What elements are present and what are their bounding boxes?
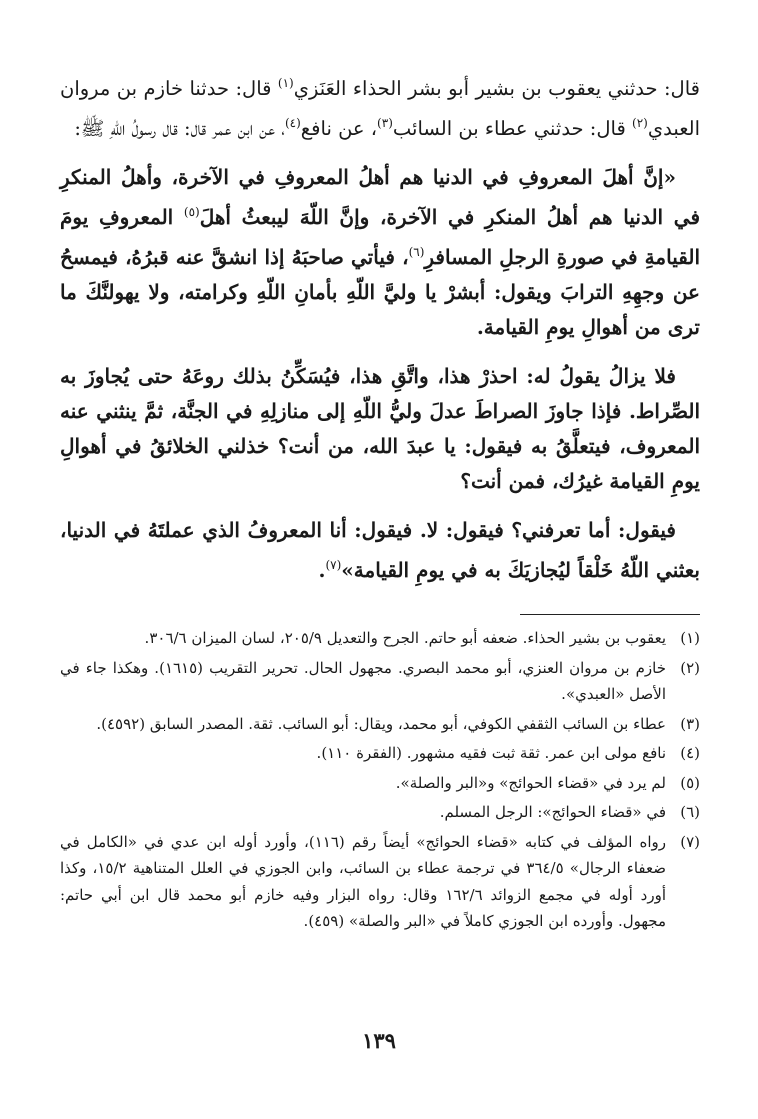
- isnad-paragraph: [60, 66, 700, 146]
- footnote-item: [60, 829, 700, 935]
- hadith-paragraph-3: [60, 513, 700, 588]
- footnote-number: ( ٣ ): [666, 711, 700, 738]
- footnote-divider: [520, 614, 700, 615]
- isnad-text: قال: حدثني يعقوب بن بشير أبو بشر الحذاء العَنَزي: [293, 77, 700, 100]
- isnad-text: قال: حدثني عطاء بن السائب: [392, 117, 633, 140]
- footnote-ref[interactable]: ( $^٥$ ): [184, 205, 200, 219]
- page-number: ١٣٩: [362, 1028, 396, 1053]
- hadith-text: المعروفِ يومَ القيامةِ في صورةِ الرجلِ المسافرِ: [60, 205, 700, 269]
- footnote-ref[interactable]: ( $^٣$ ): [377, 116, 393, 130]
- footnote-item: [60, 770, 700, 797]
- hadith-paragraph-2: فلا يزالُ يقولُ له: احذرْ هذا، واتَّقِ هذا، فيُسَكِّنُ بذلك روعَهُ حتى يُجاوزَ به الصِّراط. فإذا جاوزَ الصراطَ عدلَ وليُّ اللّهِ إلى منازلِهِ في الجنَّة، ثمَّ ينثني عنه المعروف، فيتعلَّقُ به فيقول: يا عبدَ الله، من أنت؟ خذلني الخلائقُ في أهوالِ يومِ القيامة غيرُك، فمن أنت؟: [60, 364, 700, 493]
- footnote-ref[interactable]: ( $^١$ ): [278, 76, 294, 90]
- footnote-number: ( ٢ ): [666, 655, 700, 708]
- isnad-text: ، عن نافع: [300, 117, 378, 140]
- footnote-item: [60, 799, 700, 826]
- footnote-text: خازم بن مروان العنزي، أبو محمد البصري. مجهول الحال. تحرير التقريب (١٦١٥). وهكذا جاء في الأصل «العبدي».: [60, 658, 666, 703]
- footnote-ref[interactable]: ( $^٦$ ): [409, 245, 425, 259]
- footnote-number: ( ٤ ): [666, 740, 700, 767]
- footnote-item: [60, 625, 700, 652]
- footnote-item: [60, 740, 700, 767]
- footnote-number: ( ٦ ): [666, 799, 700, 826]
- isnad-text: قال: حدثنا خازم بن مروان العبدي: [60, 77, 700, 140]
- main-text: [60, 66, 700, 588]
- footnote-text: عطاء بن السائب الثقفي الكوفي، أبو محمد، ويقال: أبو السائب. ثقة. المصدر السابق (٤٥٩٢).: [96, 714, 666, 733]
- hadith-text: ، فيأتي صاحبَهُ إذا انشقَّ عنه قبرُهُ، فيمسحُ عن وجهِهِ الترابَ ويقول: أبشرْ يا وليَّ اللّهِ بأمانِ اللّهِ وكرامته، ولا يهولنَّكَ ما ترى من أهوالِ يومِ القيامة.: [60, 245, 700, 339]
- footnote-ref[interactable]: ( $^٧$ ): [325, 558, 341, 572]
- footnote-text: لم يرد في «قضاء الحوائج» و«البر والصلة».: [395, 773, 666, 792]
- hadith-paragraph-1: [60, 160, 700, 345]
- hadith-text: «إنَّ أهلَ المعروفِ في الدنيا هم أهلُ المعروفِ في الآخرة، وأهلُ المنكرِ في الدنيا هم أهلُ المنكرِ في الآخرة، وإنَّ اللّهَ ليبعثُ أهلَ: [60, 165, 701, 229]
- hadith-text: فيقول: أما تعرفني؟ فيقول: لا. فيقول: أنا المعروفُ الذي عملتَهُ في الدنيا، بعثني اللّهُ خَلْقاً ليُجازيَكَ به في يومِ القيامة»: [60, 518, 700, 582]
- footnotes: [60, 625, 700, 935]
- footnote-ref[interactable]: ( $^٤$ ): [285, 116, 301, 130]
- footnote-number: ( ١ ): [666, 625, 700, 652]
- footnote-ref[interactable]: ( $^٢$ ): [632, 116, 648, 130]
- footnote-item: [60, 711, 700, 738]
- footnote-text: في «قضاء الحوائج»: الرجل المسلم.: [439, 803, 666, 821]
- footnote-text: يعقوب بن بشير الحذاء. ضعفه أبو حاتم. الجرح والتعديل ٢٠٥/٩، لسان الميزان ٣٠٦/٦.: [144, 629, 666, 647]
- footnote-item: [60, 655, 700, 708]
- hadith-text: .: [318, 558, 326, 582]
- footnote-number: ( ٧ ): [666, 829, 700, 935]
- footnote-number: ( ٥ ): [666, 770, 700, 797]
- isnad-text: ، عن ابن عمر قال: قال رسولُ اللّهِ ﷺ:: [74, 117, 285, 140]
- footnote-text: رواه المؤلف في كتابه «قضاء الحوائج» أيضاً رقم (١١٦)، وأورد أوله ابن عدي في «الكامل في ضعفاء الرجال» ٣٦٤/٥ في ترجمة عطاء بن السائب، وابن الجوزي في العلل المتناهية ١٥/٢، وكذا أورد أوله في مجمع الزوائد ١٦٢/٦ وقال: رواه البزار وفيه خازم أبو محمد قال ابن أبي حاتم: مجهول. وأورده ابن الجوزي كاملاً في «البر والصلة» (٤٥٩).: [60, 832, 667, 930]
- footnote-text: نافع مولى ابن عمر. ثقة ثبت فقيه مشهور. (الفقرة ١١٠).: [316, 744, 666, 762]
